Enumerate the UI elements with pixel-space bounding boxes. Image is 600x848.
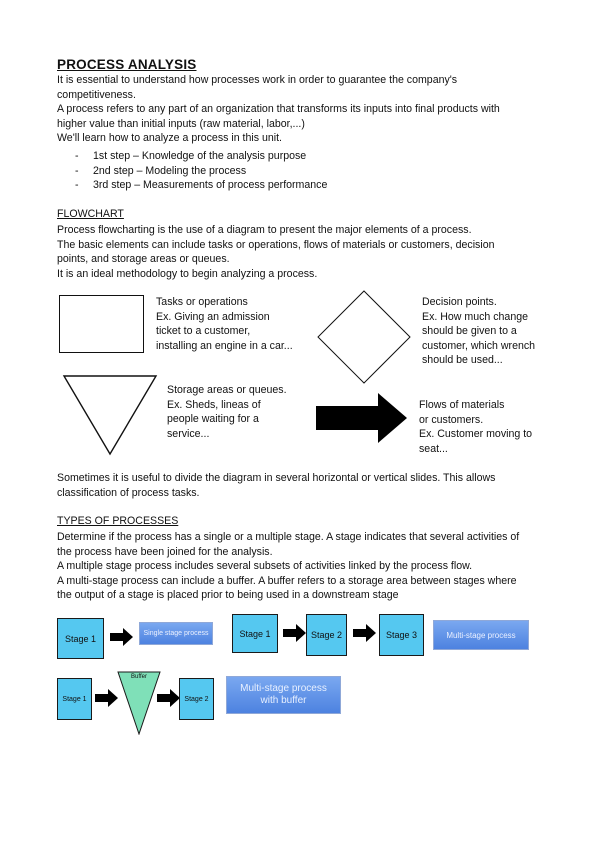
list-item: - 3rd step – Measurements of process performance <box>75 178 327 193</box>
paragraph-line: Process flowcharting is the use of a diagram to present the major elements of a process. <box>57 224 472 236</box>
buffer-triangle-shape <box>117 671 161 735</box>
paragraph-line: Determine if the process has a single or a multiple stage. A stage indicates that several activities of <box>57 531 520 543</box>
intro-line: It is essential to understand how processes work in order to guarantee the company's <box>57 74 458 86</box>
stage-box: Stage 1 <box>57 678 92 720</box>
stage-box: Stage 2 <box>179 678 214 720</box>
types-heading: TYPES OF PROCESSES <box>57 515 179 527</box>
text-line: Decision points. <box>422 296 497 308</box>
intro-line: higher value than initial inputs (raw material, labor,...) <box>57 117 305 130</box>
storage-triangle-shape <box>62 374 158 456</box>
arrow-right-icon <box>110 628 134 646</box>
text-line: Flows of materials <box>419 399 505 411</box>
paragraph-line: Sometimes it is useful to divide the diagram in several horizontal or vertical slides. This allows <box>57 472 496 484</box>
text-line: or customers. <box>419 413 484 426</box>
stage-box: Stage 1 <box>57 618 104 659</box>
flowchart-note <box>57 471 557 500</box>
text-line: seat... <box>419 442 448 455</box>
arrow-right-icon <box>353 624 377 642</box>
decision-diamond-shape <box>316 289 412 385</box>
flow-arrow-icon <box>316 393 408 443</box>
task-rectangle-shape <box>59 295 144 353</box>
stage-box: Stage 1 <box>232 614 278 653</box>
text-line: Ex. How much change <box>422 310 528 323</box>
stage-box: Stage 2 <box>306 614 347 656</box>
text-line: Ex. Customer moving to <box>419 428 533 441</box>
text-line: customer, which wrench <box>422 339 536 352</box>
flow-description <box>419 398 532 456</box>
page-title: PROCESS ANALYSIS <box>57 57 197 72</box>
label-line: Multi-stage process <box>240 683 327 694</box>
flowchart-paragraph <box>57 223 557 281</box>
intro-line: competitiveness. <box>57 88 136 101</box>
text-line: should be given to a <box>422 325 517 338</box>
decision-description <box>422 295 535 368</box>
paragraph-line: A multi-stage process can include a buffer. A buffer refers to a storage area between stages where <box>57 574 517 587</box>
buffer-process-label <box>226 676 341 714</box>
steps-list <box>75 149 327 193</box>
text-line: service... <box>167 427 210 440</box>
paragraph-line: The basic elements can include tasks or operations, flows of materials or customers, decision <box>57 238 495 251</box>
task-description <box>156 295 293 353</box>
paragraph-line: It is an ideal methodology to begin analyzing a process. <box>57 267 318 280</box>
text-line: ticket to a customer, <box>156 325 251 338</box>
paragraph-line: the process have been joined for the analysis. <box>57 545 273 558</box>
arrow-right-icon <box>95 689 119 707</box>
text-line: should be used... <box>422 354 503 367</box>
types-paragraph <box>57 530 557 603</box>
text-line: installing an engine in a car... <box>156 339 293 352</box>
label-line: with buffer <box>260 695 307 706</box>
flowchart-heading: FLOWCHART <box>57 208 124 220</box>
single-stage-label: Single stage process <box>139 622 213 645</box>
storage-description <box>167 383 287 441</box>
text-line: Ex. Giving an admission <box>156 310 270 323</box>
paragraph-line: the output of a stage is placed prior to being used in a downstream stage <box>57 589 399 602</box>
text-line: Ex. Sheds, lineas of <box>167 398 261 411</box>
paragraph-line: A multiple stage process includes several subsets of activities linked by the process flow. <box>57 560 473 573</box>
paragraph-line: points, and storage areas or queues. <box>57 253 230 266</box>
paragraph-line: classification of process tasks. <box>57 486 200 499</box>
buffer-label: Buffer <box>131 674 147 680</box>
text-line: people waiting for a <box>167 413 259 426</box>
text-line: Tasks or operations <box>156 296 248 308</box>
intro-line: We'll learn how to analyze a process in this unit. <box>57 132 282 145</box>
intro-line: A process refers to any part of an organization that transforms its inputs into final products with <box>57 103 500 116</box>
intro-paragraph <box>57 73 557 146</box>
stage-box: Stage 3 <box>379 614 424 656</box>
arrow-right-icon <box>157 689 181 707</box>
arrow-right-icon <box>283 624 307 642</box>
text-line: Storage areas or queues. <box>167 384 287 396</box>
multi-stage-label: Multi-stage process <box>433 620 529 650</box>
list-item: - 1st step – Knowledge of the analysis purpose <box>75 149 327 164</box>
list-item: - 2nd step – Modeling the process <box>75 164 327 179</box>
